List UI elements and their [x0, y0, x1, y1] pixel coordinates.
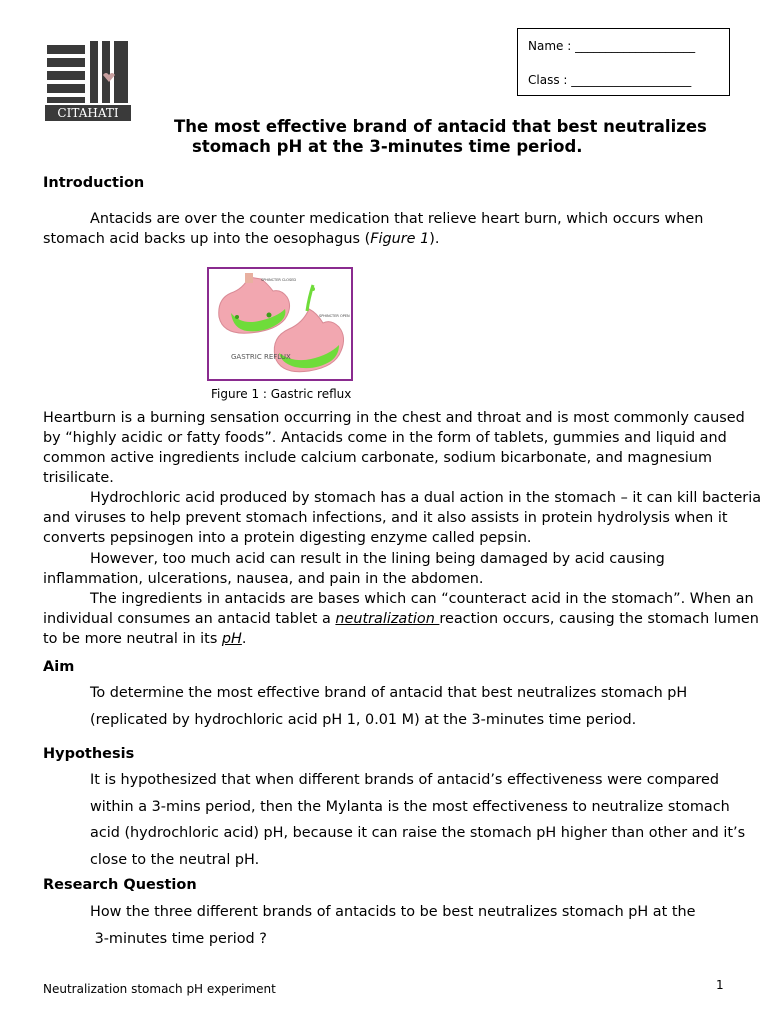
research-question-line: How the three different brands of antacids to be best neutralizes stomach pH at the	[90, 904, 696, 920]
research-question-body	[90, 899, 740, 952]
intro-paragraph-1	[43, 209, 733, 249]
figure-label-right: SPHINCTER OPEN	[319, 314, 350, 318]
intro-p4-line: However, too much acid can result in the lining being damaged by acid causing	[90, 551, 665, 567]
aim-body	[90, 680, 740, 733]
intro-p5-text: individual consumes an antacid tablet a	[43, 611, 336, 627]
hypothesis-line: It is hypothesized that when different brands of antacid’s effectiveness were compared	[90, 772, 720, 788]
aim-line: (replicated by hydrochloric acid pH 1, 0.01 M) at the 3-minutes time period.	[90, 711, 637, 728]
page-footer: Neutralization stomach pH experiment	[43, 982, 276, 996]
research-question-heading: Research Question	[43, 877, 197, 893]
name-field[interactable]: Name : ____________________	[528, 39, 696, 53]
title-line-1: The most effective brand of antacid that best neutralizes	[174, 117, 707, 136]
intro-p5-line1: The ingredients in antacids are bases which can “counteract acid in the stomach”. When an	[90, 591, 754, 607]
hypothesis-heading: Hypothesis	[43, 746, 135, 762]
figure-label-top: SPHINCTER CLOSED	[261, 278, 297, 282]
intro-p2-line: Heartburn is a burning sensation occurring in the chest and throat and is most commonly caused	[43, 410, 745, 426]
figure-label-main: GASTRIC REFLUX	[231, 353, 291, 361]
intro-p3-line: and viruses to help prevent stomach infections, and it also assists in protein hydrolysis when it	[43, 510, 728, 526]
neutralization-link[interactable]: neutralization	[335, 611, 440, 627]
gastric-reflux-figure	[207, 267, 353, 381]
intro-paragraph-3	[43, 488, 762, 548]
introduction-heading: Introduction	[43, 175, 145, 191]
logo-text: CITAHATI	[57, 106, 119, 120]
intro-p5-line2	[43, 609, 759, 629]
intro-p3-line: Hydrochloric acid produced by stomach has a dual action in the stomach – it can kill bacteria	[90, 490, 762, 506]
hypothesis-line: within a 3-mins period, then the Mylanta is the most effectiveness to neutralize stomach	[90, 798, 730, 815]
intro-p3-line: converts pepsinogen into a protein digesting enzyme called pepsin.	[43, 530, 532, 546]
intro-p4-line: inflammation, ulcerations, nausea, and pain in the abdomen.	[43, 571, 484, 587]
intro-p2-line: common active ingredients include calcium carbonate, sodium bicarbonate, and magnesium	[43, 450, 713, 466]
ph-link[interactable]: pH	[221, 631, 242, 647]
title-line-2: stomach pH at the 3-minutes time period.	[192, 137, 583, 156]
intro-p1-end: ).	[429, 231, 440, 247]
intro-p2-line: by “highly acidic or fatty foods”. Antacids come in the form of tablets, gummies and liquid and	[43, 430, 727, 446]
intro-p5-line3	[43, 629, 733, 649]
name-class-box	[517, 28, 730, 96]
figure-reference: Figure 1	[370, 231, 430, 247]
intro-p2-line: trisilicate.	[43, 470, 114, 486]
figure-caption: Figure 1 : Gastric reflux	[211, 387, 352, 401]
intro-paragraph-5	[43, 589, 759, 649]
page-title	[60, 117, 760, 157]
intro-p5-end: .	[241, 631, 247, 647]
research-question-line: 3-minutes time period ?	[90, 930, 267, 947]
aim-heading: Aim	[43, 659, 75, 675]
intro-p5-text: reaction occurs, causing the stomach lumen	[439, 611, 759, 627]
intro-paragraph-4	[43, 549, 733, 589]
page-number: 1	[716, 978, 724, 992]
intro-paragraph-2	[43, 408, 745, 488]
school-logo	[45, 41, 131, 121]
intro-p5-text: to be more neutral in its	[43, 631, 222, 647]
hypothesis-body	[90, 767, 746, 873]
class-field[interactable]: Class : ____________________	[528, 73, 692, 87]
intro-p1-line1: Antacids are over the counter medication that relieve heart burn, which occurs when	[90, 211, 704, 227]
intro-p1-line2	[43, 229, 733, 249]
hypothesis-line: acid (hydrochloric acid) pH, because it can raise the stomach pH higher than other and it’s	[90, 825, 746, 841]
aim-line: To determine the most effective brand of antacid that best neutralizes stomach pH	[90, 685, 688, 701]
intro-p1-text: stomach acid backs up into the oesophagus (	[43, 231, 371, 247]
hypothesis-line: close to the neutral pH.	[90, 851, 260, 868]
